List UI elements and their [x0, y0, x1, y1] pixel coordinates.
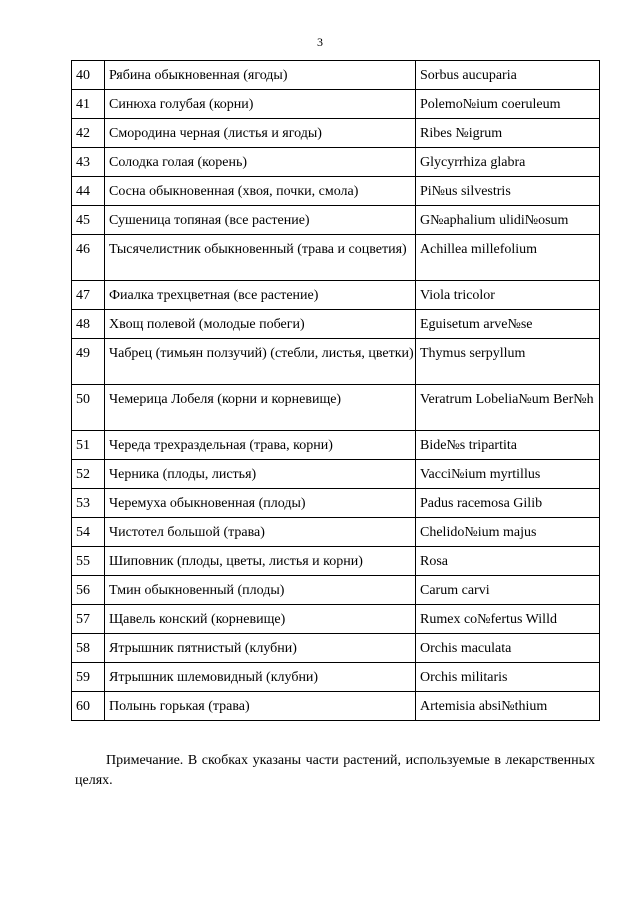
latin-name: Ribes №igrum [416, 119, 600, 148]
plant-name: Тмин обыкновенный (плоды) [105, 576, 416, 605]
table-row [72, 634, 600, 663]
row-number: 55 [72, 547, 105, 576]
plant-name: Щавель конский (корневище) [105, 605, 416, 634]
plant-name: Черника (плоды, листья) [105, 460, 416, 489]
plant-name: Сосна обыкновенная (хвоя, почки, смола) [105, 177, 416, 206]
row-number: 44 [72, 177, 105, 206]
plant-name: Ятрышник шлемовидный (клубни) [105, 663, 416, 692]
table-row [72, 206, 600, 235]
plant-name: Ятрышник пятнистый (клубни) [105, 634, 416, 663]
plant-name: Чистотел большой (трава) [105, 518, 416, 547]
latin-name: Vacci№ium myrtillus [416, 460, 600, 489]
row-number: 54 [72, 518, 105, 547]
table-row [72, 692, 600, 721]
row-number: 43 [72, 148, 105, 177]
plant-name: Череда трехраздельная (трава, корни) [105, 431, 416, 460]
row-number: 51 [72, 431, 105, 460]
row-number: 58 [72, 634, 105, 663]
table-row [72, 119, 600, 148]
row-number: 52 [72, 460, 105, 489]
latin-name: Thymus serpyllum [416, 339, 600, 385]
plant-name: Тысячелистник обыкновенный (трава и соцветия) [105, 235, 416, 281]
table-row [72, 235, 600, 281]
plant-name: Полынь горькая (трава) [105, 692, 416, 721]
row-number: 42 [72, 119, 105, 148]
latin-name: Artemisia absi№thium [416, 692, 600, 721]
plant-name: Синюха голубая (корни) [105, 90, 416, 119]
latin-name: Glycyrrhiza glabra [416, 148, 600, 177]
table-row [72, 663, 600, 692]
table-row [72, 310, 600, 339]
row-number: 46 [72, 235, 105, 281]
plant-name: Фиалка трехцветная (все растение) [105, 281, 416, 310]
latin-name: Veratrum Lobelia№um Ber№h [416, 385, 600, 431]
row-number: 53 [72, 489, 105, 518]
table-row [72, 148, 600, 177]
latin-name: Carum carvi [416, 576, 600, 605]
table-row [72, 385, 600, 431]
table-row [72, 177, 600, 206]
table-row [72, 489, 600, 518]
plant-name: Черемуха обыкновенная (плоды) [105, 489, 416, 518]
latin-name: Pi№us silvestris [416, 177, 600, 206]
table-row [72, 339, 600, 385]
row-number: 40 [72, 61, 105, 90]
plant-name: Солодка голая (корень) [105, 148, 416, 177]
latin-name: Achillea millefolium [416, 235, 600, 281]
row-number: 49 [72, 339, 105, 385]
plant-name: Сушеница топяная (все растение) [105, 206, 416, 235]
plant-name: Чабрец (тимьян ползучий) (стебли, листья, цветки) [105, 339, 416, 385]
latin-name: Polemo№ium coeruleum [416, 90, 600, 119]
table-row [72, 605, 600, 634]
latin-name: Padus racemosa Gilib [416, 489, 600, 518]
row-number: 41 [72, 90, 105, 119]
plant-name: Чемерица Лобеля (корни и корневище) [105, 385, 416, 431]
row-number: 57 [72, 605, 105, 634]
latin-name: Sorbus aucuparia [416, 61, 600, 90]
latin-name: Orchis militaris [416, 663, 600, 692]
plant-name: Рябина обыкновенная (ягоды) [105, 61, 416, 90]
latin-name: G№aphalium ulidi№osum [416, 206, 600, 235]
latin-name: Eguisetum arve№se [416, 310, 600, 339]
table-row [72, 90, 600, 119]
row-number: 47 [72, 281, 105, 310]
row-number: 48 [72, 310, 105, 339]
row-number: 56 [72, 576, 105, 605]
plant-name: Хвощ полевой (молодые побеги) [105, 310, 416, 339]
table-row [72, 61, 600, 90]
footnote: Примечание. В скобках указаны части растений, используемые в лекарственных целях. [75, 753, 595, 788]
latin-name: Chelido№ium majus [416, 518, 600, 547]
page-number: 3 [317, 35, 323, 49]
latin-name: Viola tricolor [416, 281, 600, 310]
plant-name: Смородина черная (листья и ягоды) [105, 119, 416, 148]
table-row [72, 518, 600, 547]
latin-name: Rumex co№fertus Willd [416, 605, 600, 634]
row-number: 59 [72, 663, 105, 692]
row-number: 60 [72, 692, 105, 721]
plant-name: Шиповник (плоды, цветы, листья и корни) [105, 547, 416, 576]
latin-name: Orchis maculata [416, 634, 600, 663]
latin-name: Bide№s tripartita [416, 431, 600, 460]
row-number: 45 [72, 206, 105, 235]
plant-table [71, 60, 600, 721]
table-row [72, 460, 600, 489]
table-row [72, 281, 600, 310]
row-number: 50 [72, 385, 105, 431]
table-row [72, 547, 600, 576]
table-row [72, 576, 600, 605]
table-row [72, 431, 600, 460]
latin-name: Rosa [416, 547, 600, 576]
